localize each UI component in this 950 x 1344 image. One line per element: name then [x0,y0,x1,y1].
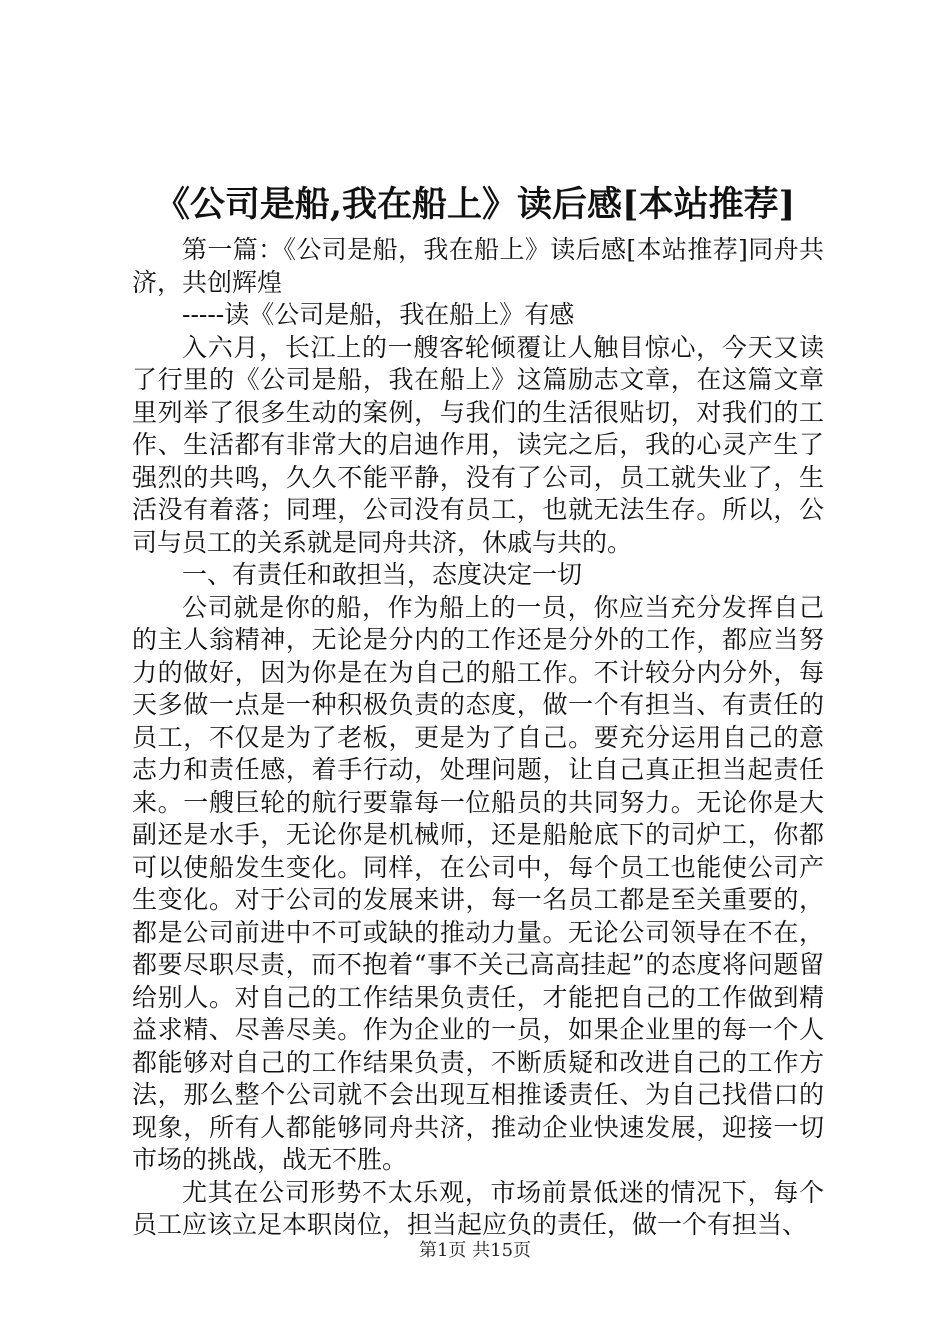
paragraph: 公司就是你的船，作为船上的一员，你应当充分发挥自己的主人翁精神，无论是分内的工作还是分外的工作，都应当努力的做好，因为你是在为自己的船工作。不计较分内分外，每天多做一点是一种积极负责的态度，做一个有担当、有责任的员工，不仅是为了老板，更是为了自己。要充分运用自己的意志力和责任感，着手行动，处理问题，让自己真正担当起责任来。一艘巨轮的航行要靠每一位船员的共同努力。无论你是大副还是水手，无论你是机械师，还是船舱底下的司炉工，你都可以使船发生变化。同样，在公司中，每个员工也能使公司产生变化。对于公司的发展来讲，每一名员工都是至关重要的，都是公司前进中不可或缺的推动力量。无论公司领导在不在，都要尽职尽责，而不抱着“事不关己高高挂起”的态度将问题留给别人。对自己的工作结果负责任，才能把自己的工作做到精益求精、尽善尽美。作为企业的一员，如果企业里的每一个人都能够对自己的工作结果负责，不断质疑和改进自己的工作方法，那么整个公司就不会出现互相推诿责任、为自己找借口的现象，所有人都能够同舟共济，推动企业快速发展，迎接一切市场的挑战，战无不胜。 [132,592,824,1174]
document-body [132,234,824,1242]
paragraph: 入六月，长江上的一艘客轮倾覆让人触目惊心，今天又读了行里的《公司是船，我在船上》这篇励志文章，在这篇文章里列举了很多生动的案例，与我们的生活很贴切，对我们的工作、生活都有非常大的启迪作用，读完之后，我的心灵产生了强烈的共鸣，久久不能平静，没有了公司，员工就失业了，生活没有着落；同理，公司没有员工，也就无法生存。所以，公司与员工的关系就是同舟共济，休戚与共的。 [132,332,824,557]
paragraph: -----读《公司是船，我在船上》有感 [182,300,575,329]
section-heading: 一、有责任和敢担当，态度决定一切 [182,560,583,589]
paragraph: 尤其在公司形势不太乐观，市场前景低迷的情况下，每个员工应该立足本职岗位，担当起应负的责任，做一个有担当、 [132,1177,824,1239]
page-number-footer: 第1页 共15页 [418,1240,532,1261]
document-title: 《公司是船,我在船上》读后感[本站推荐] [154,184,796,225]
paragraph: 第一篇：《公司是船，我在船上》读后感[本站推荐]同舟共济，共创辉煌 [132,235,824,297]
